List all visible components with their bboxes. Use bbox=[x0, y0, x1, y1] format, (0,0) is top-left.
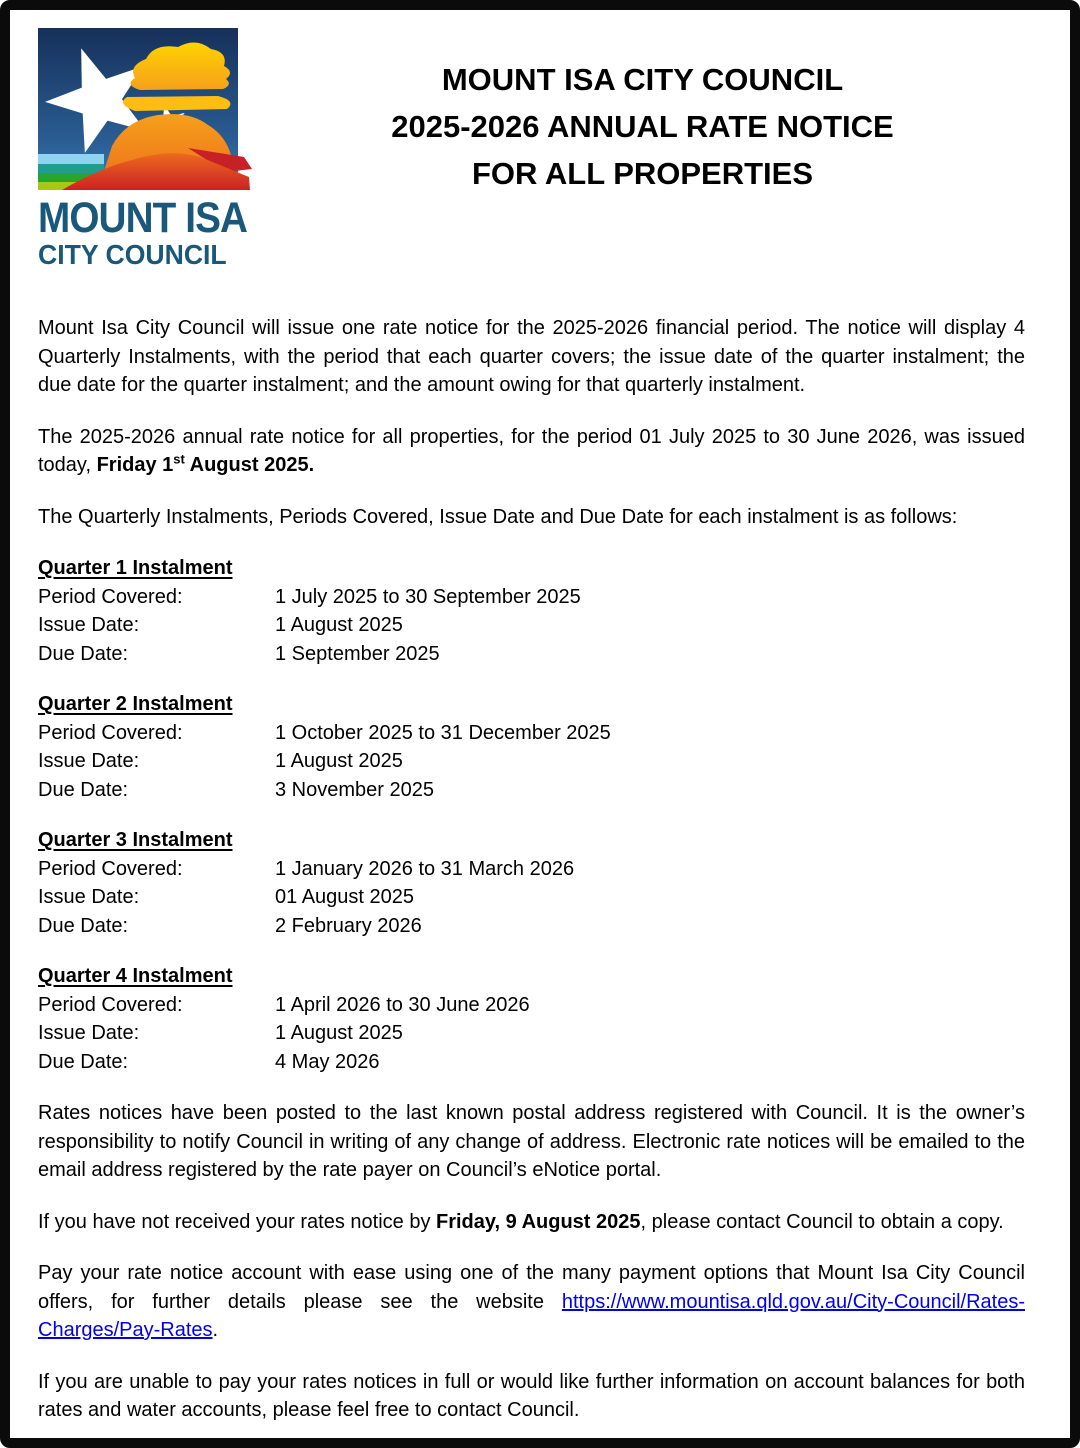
issue-date-label: Issue Date: bbox=[38, 886, 140, 908]
logo-wordmark-line1: MOUNT ISA bbox=[38, 194, 248, 242]
issue-date-label: Issue Date: bbox=[38, 750, 140, 772]
quarter-3-period-row bbox=[38, 855, 1025, 884]
period-covered-label: Period Covered: bbox=[38, 585, 183, 608]
due-date-value: 4 May 2026 bbox=[275, 1050, 380, 1073]
quarter-2-title: Quarter 2 Instalment bbox=[38, 693, 233, 715]
due-date-value: 1 September 2025 bbox=[275, 642, 440, 665]
quarter-1-period-row bbox=[38, 583, 1025, 612]
not-received-prefix: If you have not received your rates notice by bbox=[38, 1210, 436, 1233]
document-title bbox=[260, 28, 1025, 197]
title-line-1: MOUNT ISA CITY COUNCIL bbox=[441, 62, 844, 97]
period-covered-label: Period Covered: bbox=[38, 721, 183, 744]
payment-paragraph bbox=[38, 1259, 1025, 1345]
quarter-4-period-row bbox=[38, 991, 1025, 1020]
issue-date-value: 1 August 2025 bbox=[275, 614, 403, 636]
title-line-2: 2025-2026 ANNUAL RATE NOTICE bbox=[391, 109, 894, 144]
quarter-2-period-row bbox=[38, 719, 1025, 748]
quarter-1-due-row bbox=[38, 640, 1025, 669]
quarter-4-section bbox=[38, 962, 1025, 1076]
title-line-3: FOR ALL PROPERTIES bbox=[471, 156, 814, 191]
issued-date-bold: Friday 1st August 2025. bbox=[96, 451, 315, 476]
issue-date-value: 1 August 2025 bbox=[275, 1022, 403, 1044]
quarter-2-section bbox=[38, 690, 1025, 804]
ordinal-superscript: st bbox=[173, 451, 185, 467]
posted-paragraph: Rates notices have been posted to the last known postal address registered with Council. It is the owner’s responsibility to notify Council in writing of any change of address. Electronic rate notices will be emailed to the email address registered by the rate payer on Council’s eNotice portal. bbox=[38, 1102, 1025, 1181]
period-covered-value: 1 October 2025 to 31 December 2025 bbox=[275, 721, 611, 744]
payment-suffix: . bbox=[212, 1319, 219, 1341]
not-received-suffix: , please contact Council to obtain a copy. bbox=[640, 1210, 1004, 1233]
period-covered-value: 1 January 2026 to 31 March 2026 bbox=[275, 857, 575, 880]
issue-date-label: Issue Date: bbox=[38, 1022, 140, 1044]
due-date-value: 3 November 2025 bbox=[275, 778, 434, 801]
quarter-3-title: Quarter 3 Instalment bbox=[38, 829, 233, 851]
quarter-4-due-row bbox=[38, 1048, 1025, 1077]
issue-date-value: 01 August 2025 bbox=[275, 886, 415, 908]
quarter-3-issue-row bbox=[38, 883, 1025, 912]
quarter-3-section bbox=[38, 826, 1025, 940]
quarter-4-title: Quarter 4 Instalment bbox=[38, 965, 233, 987]
unable-to-pay-paragraph: If you are unable to pay your rates notices in full or would like further information on account balances for both rates and water accounts, please feel free to contact Council. bbox=[38, 1370, 1025, 1421]
due-date-label: Due Date: bbox=[38, 778, 129, 801]
due-date-label: Due Date: bbox=[38, 642, 129, 665]
issue-date-label: Issue Date: bbox=[38, 614, 140, 636]
quarter-2-issue-row bbox=[38, 747, 1025, 776]
not-received-date-bold: Friday, 9 August 2025 bbox=[436, 1210, 641, 1233]
due-date-value: 2 February 2026 bbox=[275, 914, 422, 937]
intro-paragraph: Mount Isa City Council will issue one rate notice for the 2025-2026 financial period. The notice will display 4 Quarterly Instalments, with the period that each quarter covers; the issue date of the quarter instalment; the due date for the quarter instalment; and the amount owing for that quarterly instalment. bbox=[38, 317, 1025, 396]
quarter-2-due-row bbox=[38, 776, 1025, 805]
payment-prefix: Pay your rate notice account with ease using one of the many payment options that Mount Isa City Council offers, for further details please see the website bbox=[38, 1262, 1025, 1313]
issued-paragraph-prefix: The 2025-2026 annual rate notice for all properties, for the period 01 July 2025 to 30 June 2026, was issued today, bbox=[38, 425, 1025, 476]
follows-paragraph: The Quarterly Instalments, Periods Covered, Issue Date and Due Date for each instalment is as follows: bbox=[38, 505, 958, 528]
council-logo-icon bbox=[38, 28, 254, 194]
quarter-1-issue-row bbox=[38, 611, 1025, 640]
quarter-1-title: Quarter 1 Instalment bbox=[38, 557, 233, 579]
quarter-1-section bbox=[38, 554, 1025, 668]
period-covered-value: 1 July 2025 to 30 September 2025 bbox=[275, 585, 581, 608]
logo-wordmark-line2: CITY COUNCIL bbox=[38, 239, 227, 270]
due-date-label: Due Date: bbox=[38, 1050, 129, 1073]
council-logo bbox=[38, 28, 260, 270]
document-header bbox=[38, 28, 1025, 270]
issue-date-value: 1 August 2025 bbox=[275, 750, 403, 772]
quarter-3-due-row bbox=[38, 912, 1025, 941]
not-received-paragraph bbox=[38, 1208, 1025, 1237]
period-covered-label: Period Covered: bbox=[38, 857, 183, 880]
period-covered-label: Period Covered: bbox=[38, 993, 183, 1016]
quarter-4-issue-row bbox=[38, 1019, 1025, 1048]
period-covered-value: 1 April 2026 to 30 June 2026 bbox=[275, 993, 530, 1016]
due-date-label: Due Date: bbox=[38, 914, 129, 937]
pay-rates-link[interactable]: https://www.mountisa.qld.gov.au/City-Council/Rates-Charges/Pay-Rates bbox=[38, 1290, 1025, 1341]
issued-paragraph bbox=[38, 423, 1025, 480]
